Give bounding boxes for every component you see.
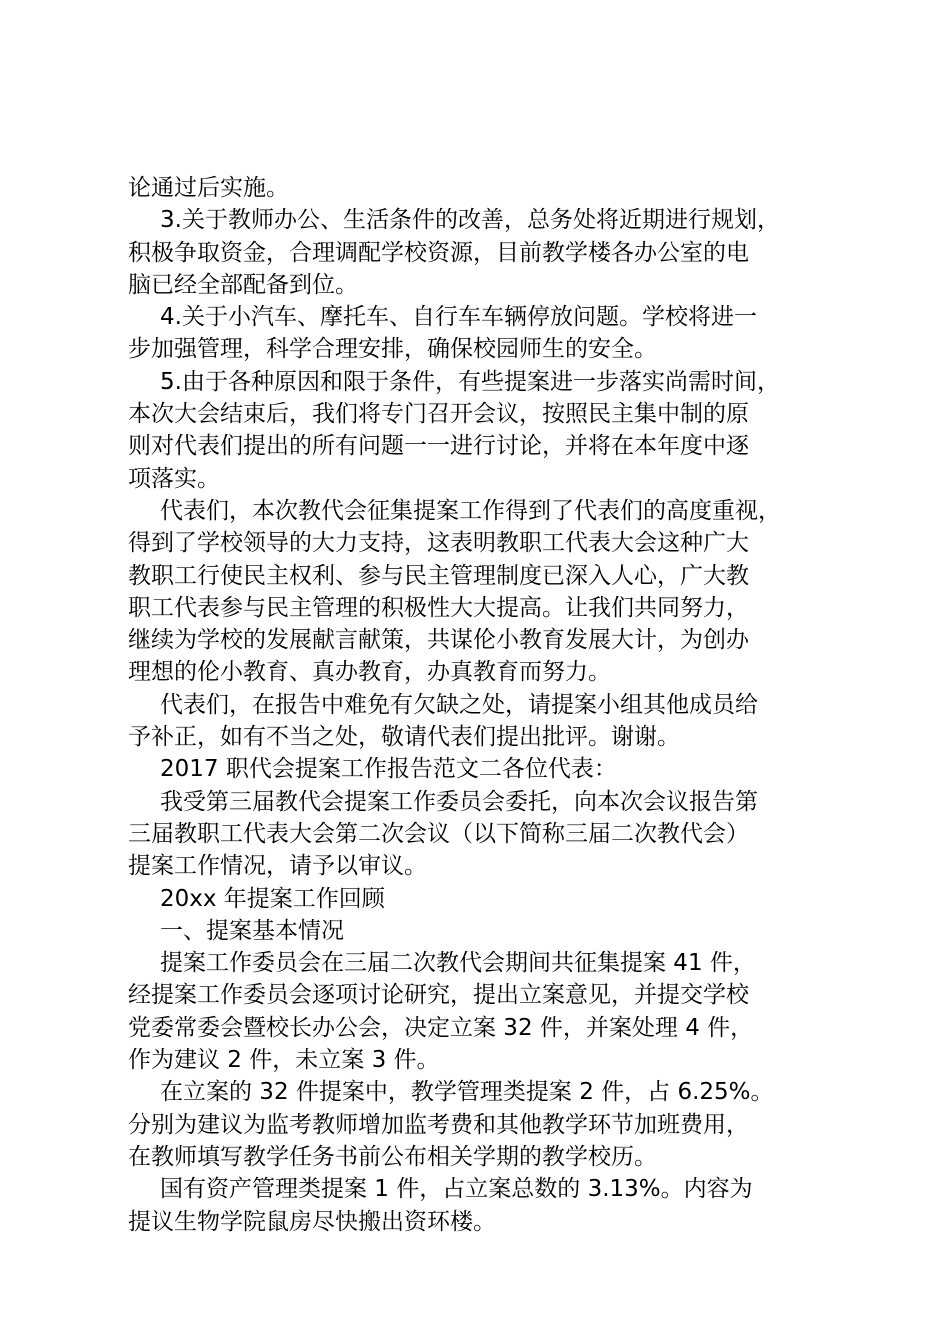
text-line: 在立案的 32 件提案中，教学管理类提案 2 件，占 6.25%。 (160, 1079, 774, 1106)
text-line: 三届教职工代表大会第二次会议（以下简称三届二次教代会） (128, 820, 749, 847)
text-line: 提案工作委员会在三届二次教代会期间共征集提案 41 件， (160, 950, 756, 977)
text-line: 国有资产管理类提案 1 件，占立案总数的 3.13%。内容为 (160, 1176, 753, 1203)
text-line: 2017 职代会提案工作报告范文二各位代表： (160, 756, 617, 783)
text-line: 20xx 年提案工作回顾 (160, 885, 385, 912)
text-line: 脑已经全部配备到位。 (128, 271, 358, 298)
text-line: 提议生物学院鼠房尽快搬出资环楼。 (128, 1208, 496, 1235)
text-line: 论通过后实施。 (128, 175, 289, 201)
text-line: 一、提案基本情况 (160, 917, 344, 944)
text-line: 予补正，如有不当之处，敬请代表们提出批评。谢谢。 (128, 724, 680, 751)
text-line: 经提案工作委员会逐项讨论研究，提出立案意见，并提交学校 (128, 982, 749, 1009)
text-line: 项落实。 (128, 465, 220, 492)
text-line: 在教师填写教学任务书前公布相关学期的教学校历。 (128, 1143, 657, 1170)
document-body (128, 172, 824, 1238)
text-line: 党委常委会暨校长办公会，决定立案 32 件，并案处理 4 件， (128, 1014, 754, 1041)
text-line: 得到了学校领导的大力支持，这表明教职工代表大会这种广大 (128, 530, 749, 557)
text-line: 职工代表参与民主管理的积极性大大提高。让我们共同努力， (128, 594, 749, 621)
text-line: 教职工行使民主权利、参与民主管理制度已深入人心，广大教 (128, 562, 749, 589)
text-line: 我受第三届教代会提案工作委员会委托，向本次会议报告第 (160, 788, 758, 815)
text-line: 继续为学校的发展献言献策，共谋伦小教育发展大计，为创办 (128, 627, 749, 654)
text-line: 提案工作情况，请予以审议。 (128, 853, 427, 880)
text-line: 分别为建议为监考教师增加监考费和其他教学环节加班费用， (128, 1111, 749, 1138)
text-line: 4.关于小汽车、摩托车、自行车车辆停放问题。学校将进一 (160, 304, 757, 331)
text-line: 积极争取资金，合理调配学校资源，目前教学楼各办公室的电 (128, 239, 749, 266)
text-line: 3.关于教师办公、生活条件的改善，总务处将近期进行规划， (160, 207, 780, 234)
text-line: 5.由于各种原因和限于条件，有些提案进一步落实尚需时间， (160, 368, 780, 395)
text-line: 代表们，本次教代会征集提案工作得到了代表们的高度重视， (160, 497, 781, 524)
text-line: 步加强管理，科学合理安排，确保校园师生的安全。 (128, 336, 657, 363)
text-line: 理想的伦小教育、真办教育，办真教育而努力。 (128, 659, 611, 686)
text-line: 作为建议 2 件，未立案 3 件。 (128, 1047, 440, 1074)
text-line: 本次大会结束后，我们将专门召开会议，按照民主集中制的原 (128, 401, 749, 428)
text-line: 代表们，在报告中难免有欠缺之处，请提案小组其他成员给 (160, 691, 758, 718)
text-line: 则对代表们提出的所有问题一一进行讨论，并将在本年度中逐 (128, 433, 749, 460)
